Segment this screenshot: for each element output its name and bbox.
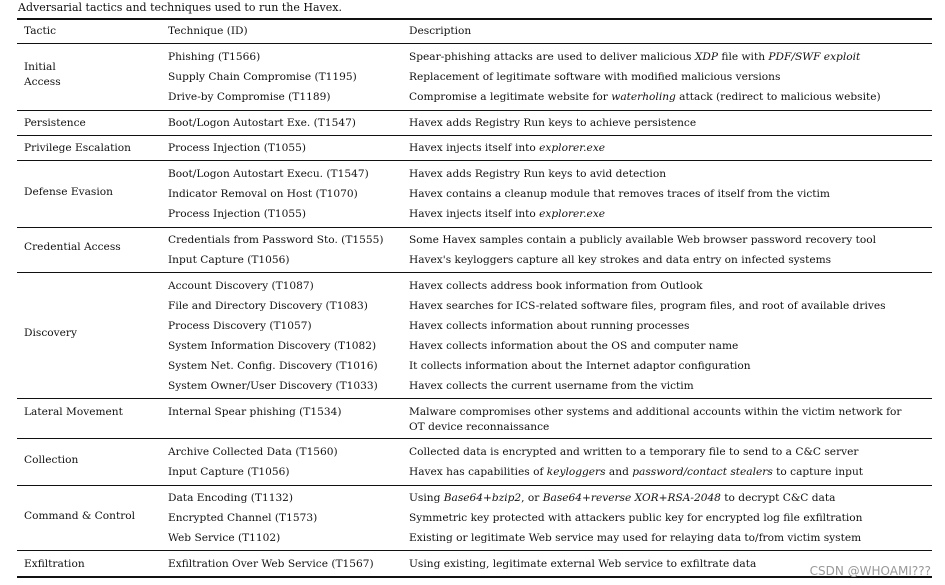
table-bottom-rule — [17, 576, 932, 578]
technique-cell: Internal Spear phishing (T1534) — [168, 406, 342, 418]
group-rule — [17, 272, 932, 273]
description-text: Spear-phishing attacks are used to deliver malicious — [409, 51, 695, 63]
technique-cell: Process Injection (T1055) — [168, 208, 307, 220]
technique-cell: Supply Chain Compromise (T1195) — [168, 71, 357, 83]
tactic-label: Lateral Movement — [24, 406, 123, 418]
italic-term: keyloggers — [546, 466, 606, 478]
technique-cell: Input Capture (T1056) — [168, 466, 290, 478]
description-cell — [409, 187, 830, 201]
description-text: Havex injects itself into — [409, 208, 540, 220]
italic-term: password/contact stealers — [632, 466, 773, 478]
technique-cell: Data Encoding (T1132) — [168, 492, 294, 504]
technique-cell: Encrypted Channel (T1573) — [168, 512, 318, 524]
watermark: CSDN @WHOAMI??? — [809, 564, 931, 578]
technique-cell: Input Capture (T1056) — [168, 254, 290, 266]
description-cell — [409, 511, 863, 525]
description-text: Havex collects information about the OS and computer name — [409, 340, 739, 352]
technique-cell: Process Discovery (T1057) — [168, 320, 312, 332]
description-text: Symmetric key protected with attackers public key for encrypted log file exfiltration — [409, 512, 863, 524]
technique-cell: Web Service (T1102) — [168, 532, 281, 544]
italic-term: Base64+bzip2 — [443, 492, 522, 504]
description-cell — [409, 299, 886, 313]
technique-cell: System Information Discovery (T1082) — [168, 340, 377, 352]
technique-cell: Account Discovery (T1087) — [168, 280, 314, 292]
description-text: Existing or legitimate Web service may used for relaying data to/from victim system — [409, 532, 862, 544]
technique-cell: Archive Collected Data (T1560) — [168, 446, 338, 458]
description-cell — [409, 359, 751, 373]
table-caption: Adversarial tactics and techniques used to run the Havex. — [18, 1, 342, 14]
description-text: Havex searches for ICS-related software files, program files, and root of available drives — [409, 300, 886, 312]
description-text: , or — [521, 492, 543, 504]
tactic-label: Discovery — [24, 327, 77, 339]
technique-cell: Phishing (T1566) — [168, 51, 261, 63]
tactic-label: Privilege Escalation — [24, 142, 131, 154]
description-text: Collected data is encrypted and written to a temporary file to send to a C&C server — [409, 446, 859, 458]
technique-cell: Indicator Removal on Host (T1070) — [168, 188, 358, 200]
tactic-label: Collection — [24, 454, 79, 466]
description-text: attack (redirect to malicious website) — [675, 91, 881, 103]
group-rule — [17, 485, 932, 486]
italic-term: XDP — [694, 51, 719, 63]
tactic-label: Command & Control — [24, 510, 136, 522]
group-rule — [17, 135, 932, 136]
tactic-label: Initial Access — [24, 61, 61, 88]
technique-cell: Drive-by Compromise (T1189) — [168, 91, 331, 103]
description-text: Havex collects the current username from the victim — [409, 380, 694, 392]
italic-term: explorer.exe — [539, 208, 606, 220]
description-text: Havex collects information about running processes — [409, 320, 690, 332]
description-cell — [409, 50, 860, 64]
technique-cell: Boot/Logon Autostart Execu. (T1547) — [168, 168, 369, 180]
description-cell — [409, 279, 703, 293]
italic-term: PDF/SWF exploit — [768, 51, 861, 63]
header-description: Description — [409, 25, 472, 37]
description-text: Havex injects itself into — [409, 142, 540, 154]
description-cell — [409, 141, 605, 155]
technique-cell: System Owner/User Discovery (T1033) — [168, 380, 378, 392]
description-cell — [409, 531, 861, 545]
description-text: and — [605, 466, 633, 478]
technique-cell: Exfiltration Over Web Service (T1567) — [168, 558, 374, 570]
description-cell — [409, 70, 780, 84]
description-cell — [409, 116, 696, 130]
description-text: Havex's keyloggers capture all key strokes and data entry on infected systems — [409, 254, 832, 266]
description-text: Using — [409, 492, 444, 504]
description-text: Replacement of legitimate software with modified malicious versions — [409, 71, 781, 83]
description-cell — [409, 233, 876, 247]
group-rule — [17, 227, 932, 228]
description-text: Havex collects address book information from Outlook — [409, 280, 703, 292]
description-text: to capture input — [772, 466, 864, 478]
technique-cell: System Net. Config. Discovery (T1016) — [168, 360, 378, 372]
tactic-label: Exfiltration — [24, 558, 85, 570]
group-rule — [17, 110, 932, 111]
description-cell — [409, 319, 689, 333]
description-text: Havex contains a cleanup module that removes traces of itself from the victim — [409, 188, 830, 200]
group-rule — [17, 398, 932, 399]
description-cell — [409, 557, 756, 571]
description-text: Compromise a legitimate website for — [409, 91, 612, 103]
description-text: Havex adds Registry Run keys to avid detection — [409, 168, 667, 180]
italic-term: explorer.exe — [539, 142, 606, 154]
description-cell — [409, 207, 605, 221]
group-rule — [17, 438, 932, 439]
technique-cell: Boot/Logon Autostart Exe. (T1547) — [168, 117, 356, 129]
header-tactic: Tactic — [24, 25, 57, 37]
description-text: Havex has capabilities of — [409, 466, 547, 478]
description-cell — [409, 491, 835, 505]
description-text: Havex adds Registry Run keys to achieve persistence — [409, 117, 697, 129]
tactic-label: Credential Access — [24, 241, 121, 253]
description-text: Malware compromises other systems and additional accounts within the victim network for OT device reconnaissance — [409, 406, 902, 433]
table-top-rule — [17, 18, 932, 20]
tactic-label: Defense Evasion — [24, 186, 113, 198]
header-rule — [17, 43, 932, 44]
description-cell — [409, 90, 881, 104]
description-cell — [409, 253, 831, 267]
technique-cell: Credentials from Password Sto. (T1555) — [168, 234, 384, 246]
description-text: It collects information about the Internet adaptor configuration — [409, 360, 751, 372]
description-cell — [409, 379, 694, 393]
description-text: file with — [718, 51, 769, 63]
italic-term: waterholing — [611, 91, 676, 103]
description-cell — [409, 445, 858, 459]
description-text: Some Havex samples contain a publicly available Web browser password recovery tool — [409, 234, 877, 246]
italic-term: Base64+reverse XOR+RSA-2048 — [542, 492, 721, 504]
group-rule — [17, 550, 932, 551]
description-text: to decrypt C&C data — [720, 492, 836, 504]
tactic-label: Persistence — [24, 117, 86, 129]
description-cell — [409, 465, 863, 479]
technique-cell: File and Directory Discovery (T1083) — [168, 300, 368, 312]
technique-cell: Process Injection (T1055) — [168, 142, 307, 154]
group-rule — [17, 160, 932, 161]
description-text: Using existing, legitimate external Web service to exfiltrate data — [409, 558, 757, 570]
description-cell — [409, 405, 914, 435]
description-cell — [409, 167, 666, 181]
header-technique: Technique (ID) — [168, 25, 248, 37]
description-cell — [409, 339, 738, 353]
